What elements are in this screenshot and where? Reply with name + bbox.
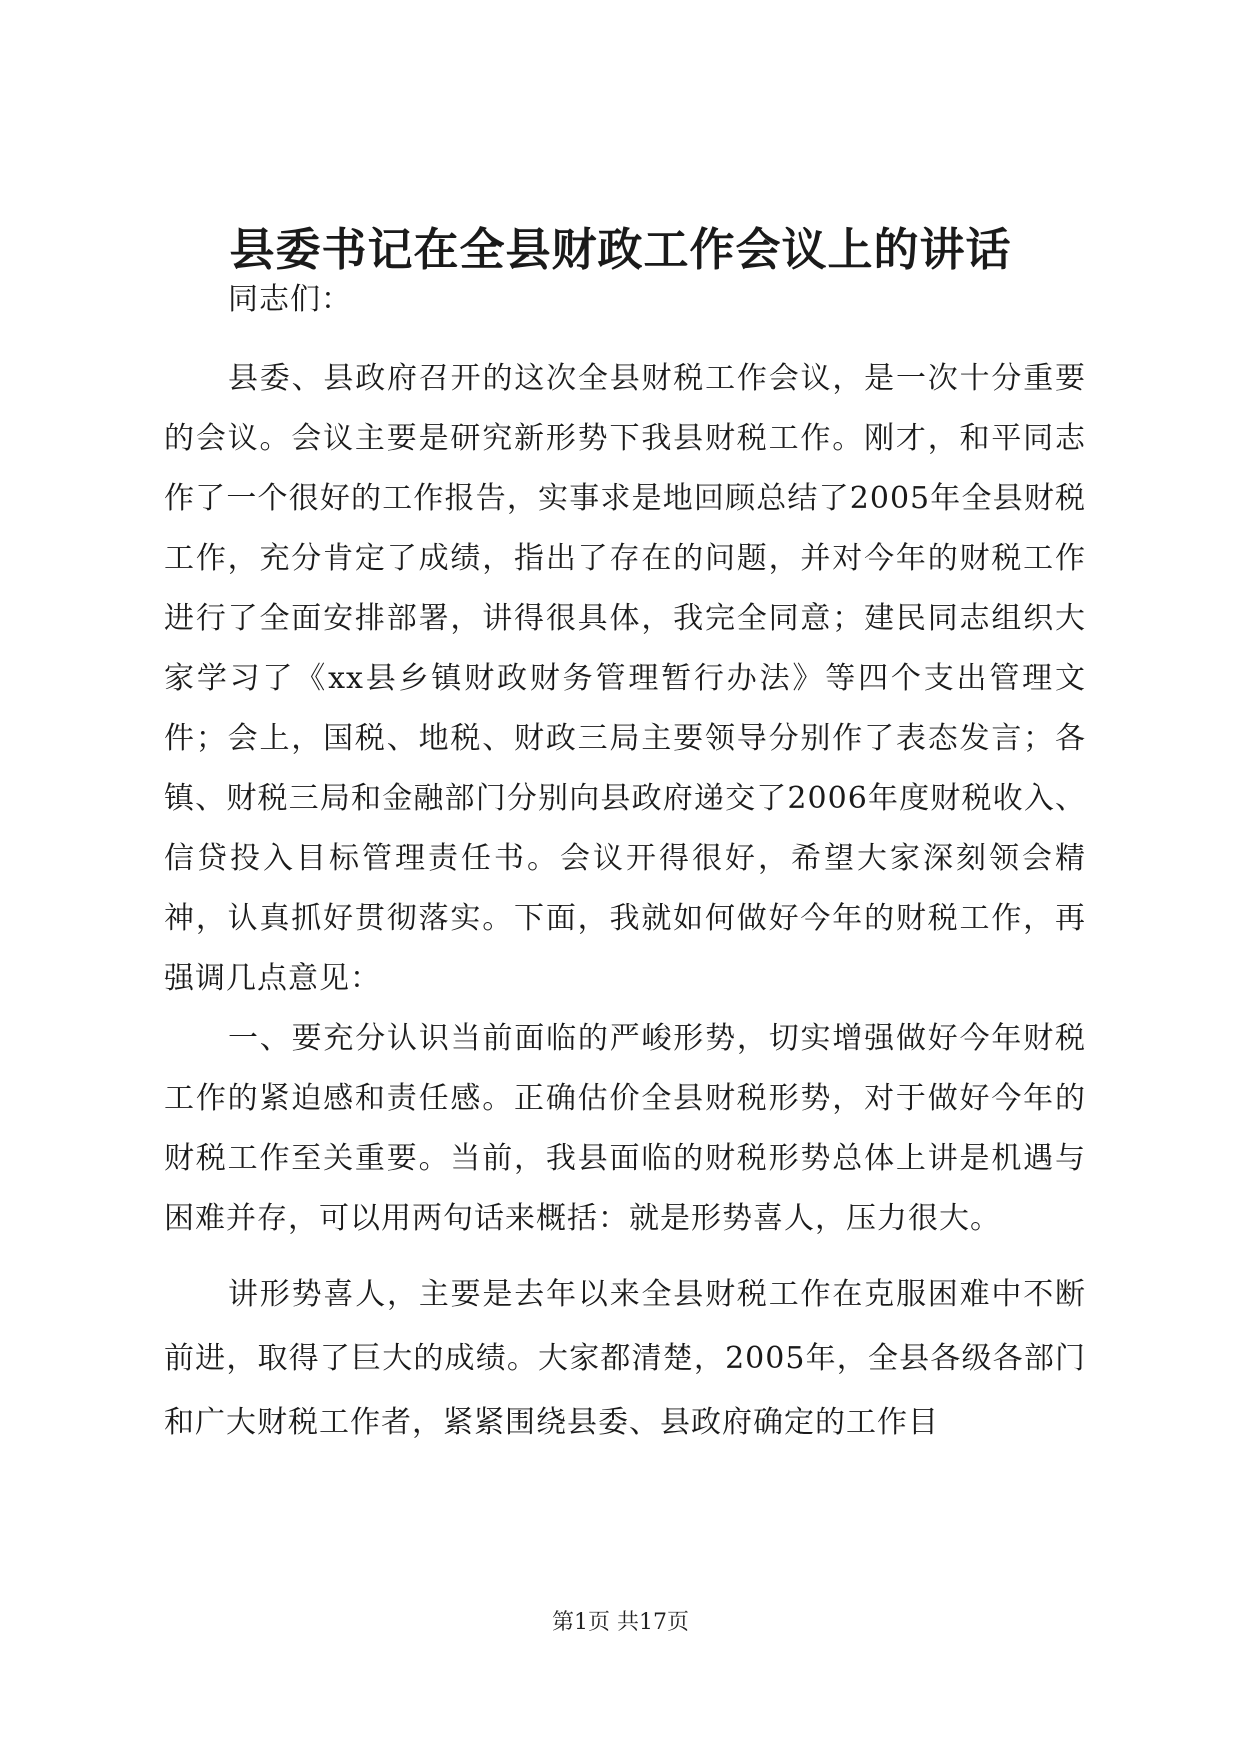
body-paragraph: 讲形势喜人，主要是去年以来全县财税工作在克服困难中不断前进，取得了巨大的成绩。大家都清楚，2005年，全县各级各部门和广大财税工作者，紧紧围绕县委、县政府确定的工作目 xyxy=(164,1277,1086,1440)
salutation-paragraph: 同志们： xyxy=(228,282,352,317)
body-paragraph: 县委、县政府召开的这次全县财税工作会议，是一次十分重要的会议。会议主要是研究新形势下我县财税工作。刚才，和平同志作了一个很好的工作报告，实事求是地回顾总结了2005年全县财税工作，充分肯定了成绩，指出了存在的问题，并对今年的财税工作进行了全面安排部署，讲得很具体，我完全同意；建民同志组织大家学习了《xx县乡镇财政财务管理暂行办法》等四个支出管理文件；会上，国税、地税、财政三局主要领导分别作了表态发言；各镇、财税三局和金融部门分别向县政府递交了2006年度财税收入、信贷投入目标管理责任书。会议开得很好，希望大家深刻领会精神，认真抓好贯彻落实。下面，我就如何做好今年的财税工作，再强调几点意见： xyxy=(164,361,1086,996)
body-paragraph: 一、要充分认识当前面临的严峻形势，切实增强做好今年财税工作的紧迫感和责任感。正确估价全县财税形势，对于做好今年的财税工作至关重要。当前，我县面临的财税形势总体上讲是机遇与困难并存，可以用两句话来概括：就是形势喜人，压力很大。 xyxy=(164,1021,1086,1236)
page-number-footer: 第1页 共17页 xyxy=(552,1610,689,1635)
document-body xyxy=(164,275,1086,1455)
document-title: 县委书记在全县财政工作会议上的讲话 xyxy=(229,223,1012,276)
